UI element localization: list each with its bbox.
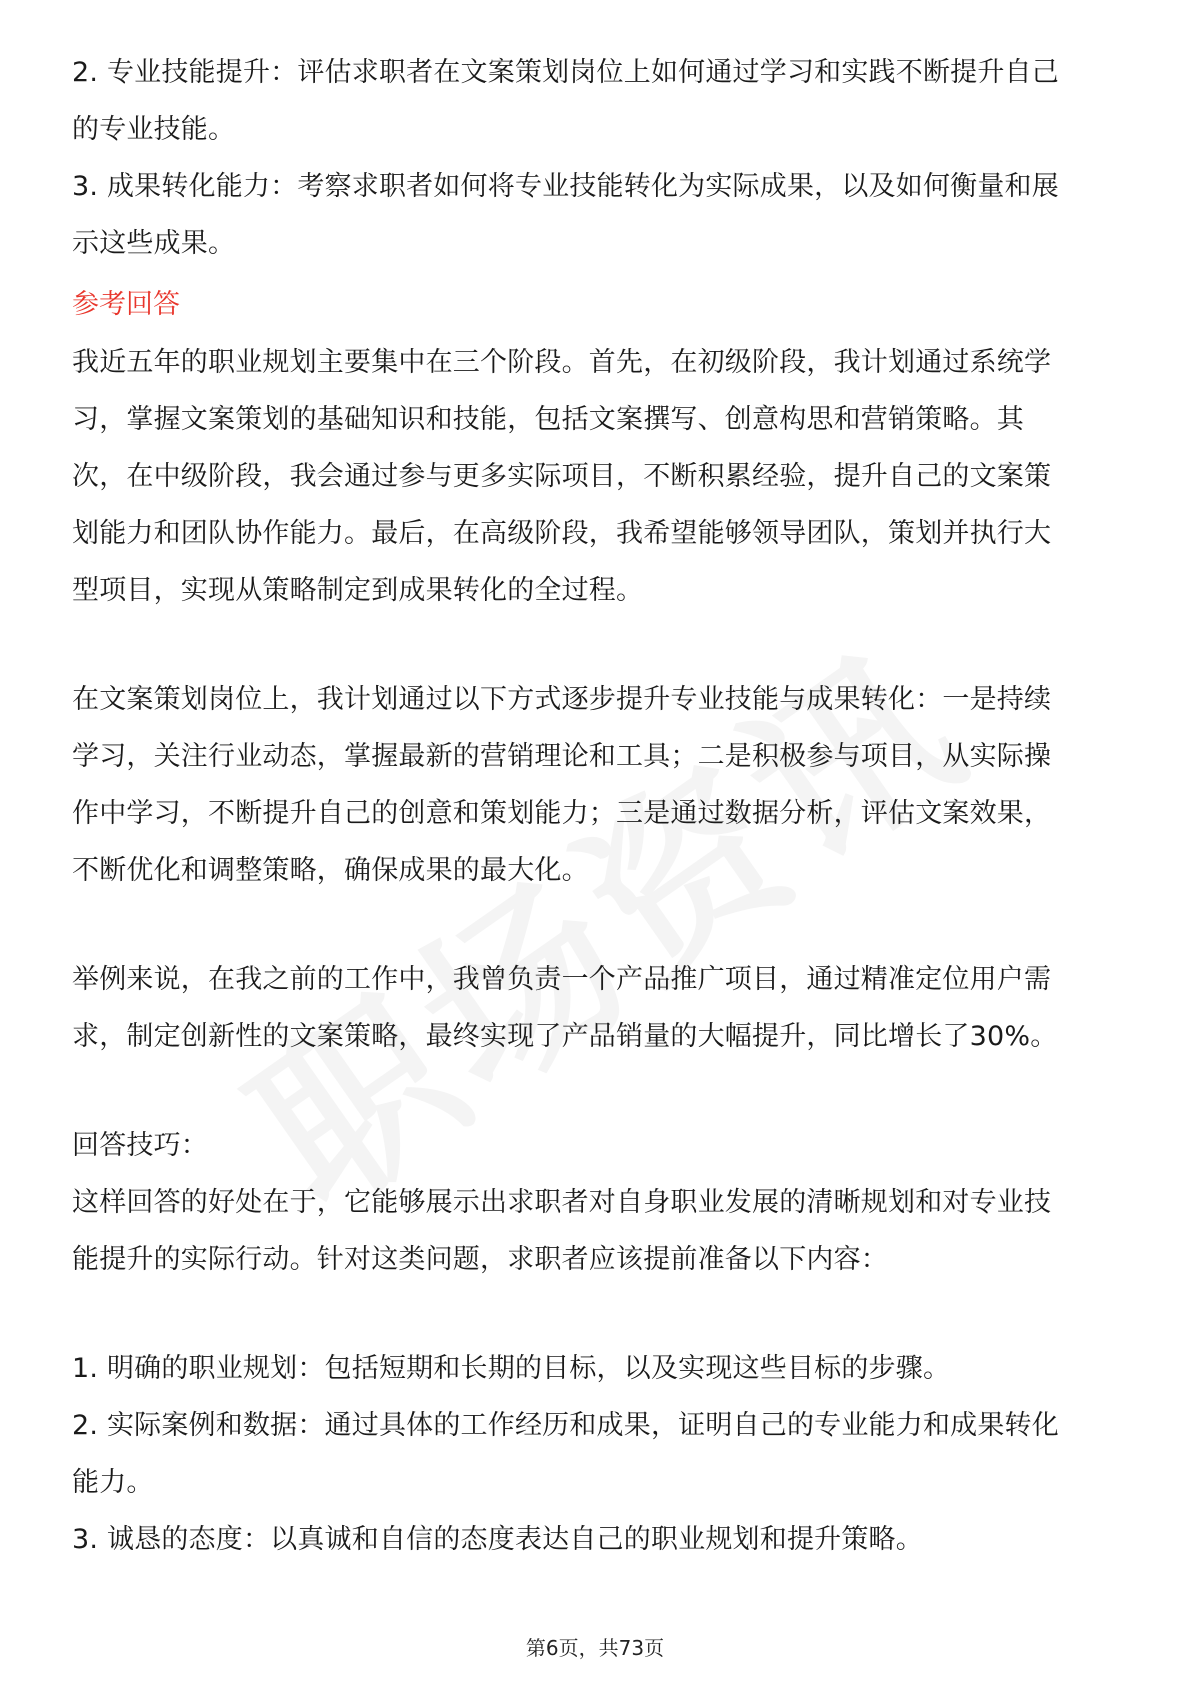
list-item bbox=[72, 1511, 1120, 1568]
list-item-line: 2. 实际案例和数据：通过具体的工作经历和成果，证明自己的专业能力和成果转化 bbox=[72, 1410, 1059, 1441]
answer-paragraph bbox=[72, 334, 1120, 619]
list-item-line: 2. 专业技能提升：评估求职者在文案策划岗位上如何通过学习和实践不断提升自己 bbox=[72, 57, 1059, 88]
list-item-line: 3. 成果转化能力：考察求职者如何将专业技能转化为实际成果，以及如何衡量和展 bbox=[72, 171, 1059, 202]
paragraph-line: 作中学习，不断提升自己的创意和策划能力；三是通过数据分析，评估文案效果， bbox=[72, 798, 1052, 829]
paragraph-line: 求，制定创新性的文案策略，最终实现了产品销量的大幅提升，同比增长了30%。 bbox=[72, 1021, 1058, 1052]
list-item-line: 能力。 bbox=[72, 1467, 154, 1498]
list-item bbox=[72, 1340, 1120, 1397]
paragraph-line: 习，掌握文案策划的基础知识和技能，包括文案撰写、创意构思和营销策略。其 bbox=[72, 404, 1024, 435]
list-item bbox=[72, 158, 1120, 272]
paragraph-line: 划能力和团队协作能力。最后，在高级阶段，我希望能够领导团队，策划并执行大 bbox=[72, 518, 1052, 549]
list-item-line: 示这些成果。 bbox=[72, 228, 236, 259]
paragraph-line: 能提升的实际行动。针对这类问题，求职者应该提前准备以下内容： bbox=[72, 1244, 888, 1275]
paragraph-line: 型项目，实现从策略制定到成果转化的全过程。 bbox=[72, 575, 644, 606]
page-content bbox=[72, 44, 1120, 1568]
list-item-line: 3. 诚恳的态度：以真诚和自信的态度表达自己的职业规划和提升策略。 bbox=[72, 1524, 923, 1555]
paragraph-line: 不断优化和调整策略，确保成果的最大化。 bbox=[72, 855, 589, 886]
list-item bbox=[72, 1397, 1120, 1511]
list-item bbox=[72, 44, 1120, 158]
paragraph-line: 我近五年的职业规划主要集中在三个阶段。首先，在初级阶段，我计划通过系统学 bbox=[72, 347, 1052, 378]
list-item-line: 1. 明确的职业规划：包括短期和长期的目标，以及实现这些目标的步骤。 bbox=[72, 1353, 951, 1384]
tips-intro bbox=[72, 1174, 1120, 1288]
answer-paragraph bbox=[72, 671, 1120, 899]
page-footer: 第6页，共73页 bbox=[525, 1636, 665, 1660]
tips-heading: 回答技巧： bbox=[72, 1130, 208, 1161]
paragraph-line: 这样回答的好处在于，它能够展示出求职者对自身职业发展的清晰规划和对专业技 bbox=[72, 1187, 1052, 1218]
answer-paragraph bbox=[72, 951, 1120, 1065]
paragraph-line: 在文案策划岗位上，我计划通过以下方式逐步提升专业技能与成果转化：一是持续 bbox=[72, 684, 1052, 715]
paragraph-line: 学习，关注行业动态，掌握最新的营销理论和工具；二是积极参与项目，从实际操 bbox=[72, 741, 1052, 772]
paragraph-line: 举例来说，在我之前的工作中，我曾负责一个产品推广项目，通过精准定位用户需 bbox=[72, 964, 1052, 995]
paragraph-line: 次，在中级阶段，我会通过参与更多实际项目，不断积累经验，提升自己的文案策 bbox=[72, 461, 1052, 492]
section-heading-reference: 参考回答 bbox=[72, 289, 180, 320]
list-item-line: 的专业技能。 bbox=[72, 114, 236, 145]
